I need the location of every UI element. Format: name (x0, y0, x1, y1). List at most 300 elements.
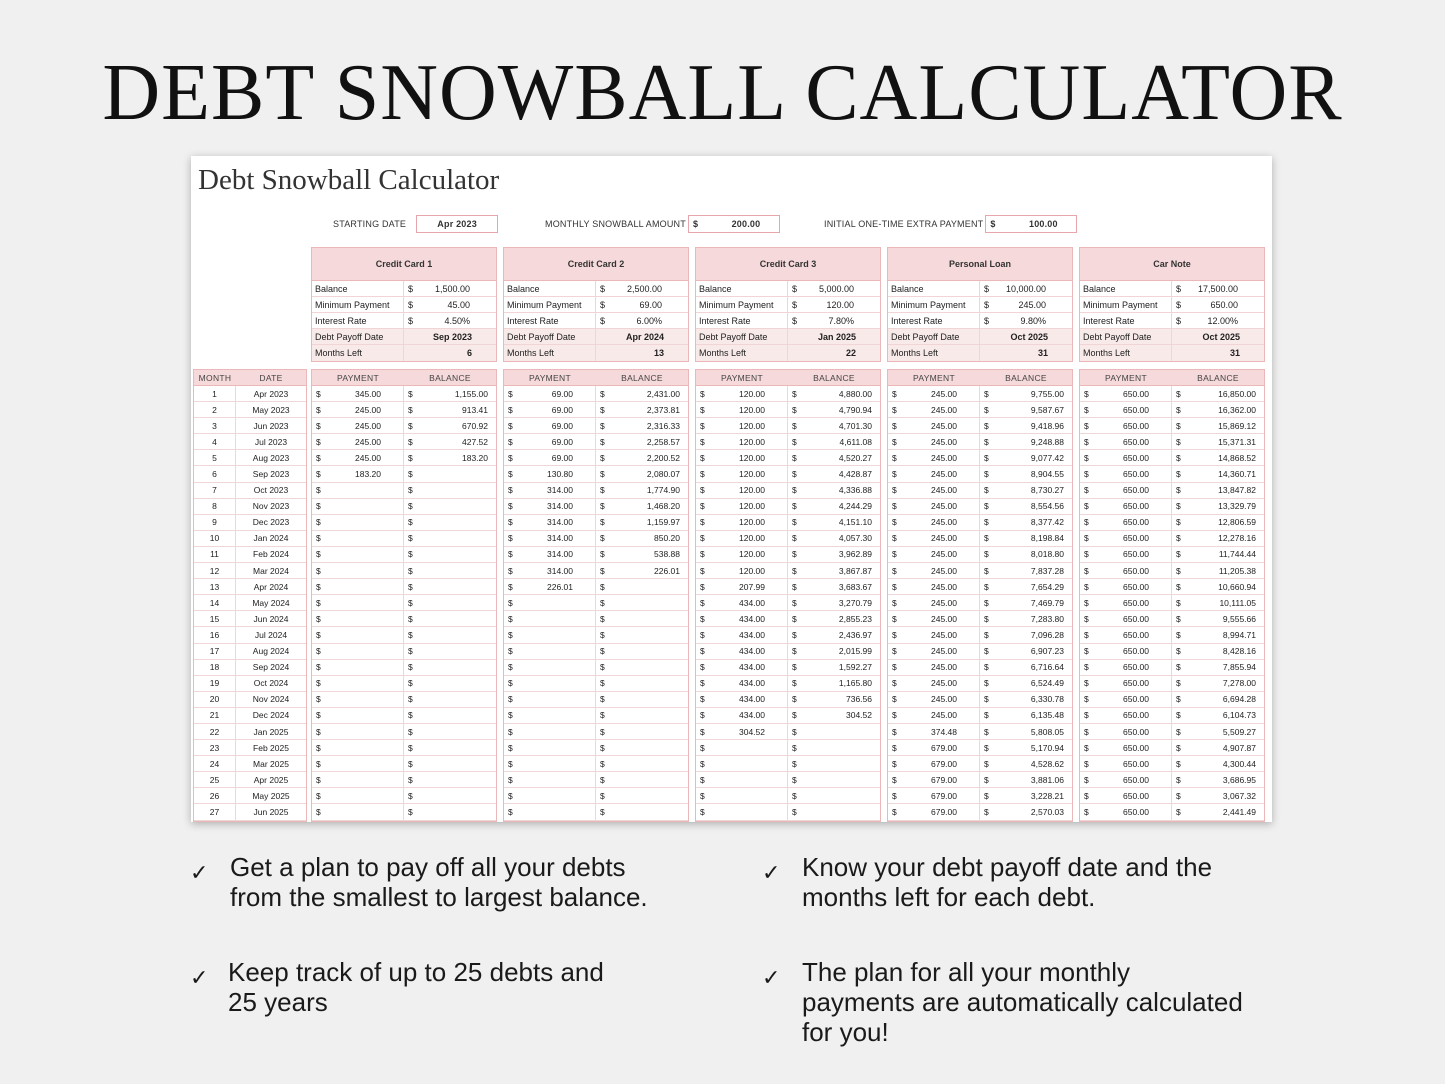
balance-cell (788, 386, 880, 401)
payment-value: 650.00 (1123, 629, 1149, 640)
currency-symbol: $ (316, 404, 321, 415)
month-date: Aug 2024 (252, 646, 290, 657)
payment-cell (504, 418, 596, 433)
month-number: 24 (194, 756, 236, 771)
month-row (194, 402, 306, 418)
payment-value: 314.00 (547, 533, 573, 544)
month-number: 9 (194, 515, 236, 530)
balance-value: 5,509.27 (1222, 726, 1256, 737)
summary-label: Months Left (312, 345, 404, 361)
payment-cell (504, 483, 596, 498)
currency-symbol: $ (1084, 613, 1089, 624)
balance-cell (1172, 660, 1264, 675)
currency-symbol: $ (700, 436, 705, 447)
balance-cell (980, 418, 1072, 433)
month-date: Apr 2024 (253, 581, 289, 592)
currency-symbol: $ (984, 565, 989, 576)
payment-cell (312, 386, 404, 401)
payment-schedule-table (1079, 369, 1265, 822)
balance-value: 10,660.94 (1218, 581, 1256, 592)
currency-symbol: $ (408, 597, 413, 608)
balance-cell (596, 756, 688, 771)
currency-symbol: $ (792, 452, 797, 463)
schedule-row (1080, 483, 1264, 499)
payment-value: 245.00 (931, 613, 957, 624)
payment-cell (312, 627, 404, 642)
balance-cell (404, 450, 496, 465)
debt-name: Personal Loan (888, 248, 1072, 281)
balance-value: 7,283.80 (1030, 613, 1064, 624)
schedule-header (696, 370, 880, 386)
balance-value: 6,135.48 (1030, 710, 1064, 721)
currency-symbol: $ (600, 710, 605, 721)
balance-cell (596, 788, 688, 803)
payment-value: 245.00 (931, 388, 957, 399)
schedule-row (1080, 804, 1264, 820)
summary-row-interest (312, 313, 496, 329)
payment-cell (504, 644, 596, 659)
schedule-row (888, 595, 1072, 611)
currency-symbol: $ (1176, 662, 1181, 673)
feature-track-debts (190, 957, 604, 1017)
currency-symbol: $ (508, 742, 513, 753)
payment-cell (696, 402, 788, 417)
currency-symbol: $ (984, 517, 989, 528)
summary-value: 6.00% (636, 315, 662, 326)
month-row (194, 692, 306, 708)
currency-symbol: $ (600, 315, 606, 326)
payment-cell (888, 756, 980, 771)
balance-value: 10,111.05 (1219, 597, 1256, 608)
currency-symbol: $ (892, 485, 897, 496)
currency-symbol: $ (408, 549, 413, 560)
balance-cell (404, 724, 496, 739)
schedule-row (312, 788, 496, 804)
currency-symbol: $ (1176, 646, 1181, 657)
summary-label: Minimum Payment (504, 297, 596, 312)
balance-cell (596, 595, 688, 610)
balance-value: 2,855.23 (838, 613, 872, 624)
schedule-row (312, 386, 496, 402)
payment-cell (888, 531, 980, 546)
currency-symbol: $ (792, 629, 797, 640)
month-date: Jun 2025 (253, 806, 289, 817)
month-date: May 2025 (252, 790, 290, 801)
payment-value: 650.00 (1123, 646, 1149, 657)
debt-name: Credit Card 1 (312, 248, 496, 281)
payment-cell (888, 579, 980, 594)
balance-header: BALANCE (1197, 372, 1239, 383)
schedule-row (504, 708, 688, 724)
payment-value: 650.00 (1123, 565, 1149, 576)
currency-symbol: $ (1176, 404, 1181, 415)
currency-symbol: $ (1084, 420, 1089, 431)
payment-value: 245.00 (931, 452, 957, 463)
payment-value: 679.00 (931, 790, 957, 801)
balance-cell (788, 676, 880, 691)
currency-symbol: $ (508, 662, 513, 673)
payment-cell (312, 450, 404, 465)
balance-cell (404, 418, 496, 433)
balance-cell (596, 676, 688, 691)
month-row (194, 772, 306, 788)
month-date: Mar 2024 (253, 565, 289, 576)
payment-value: 434.00 (739, 629, 765, 640)
payment-cell (312, 740, 404, 755)
payment-cell (504, 563, 596, 578)
balance-cell (1172, 692, 1264, 707)
payment-cell (504, 627, 596, 642)
balance-cell (404, 386, 496, 401)
currency-symbol: $ (508, 469, 513, 480)
month-row (194, 756, 306, 772)
schedule-row (312, 660, 496, 676)
month-number: 13 (194, 579, 236, 594)
balance-cell (980, 708, 1072, 723)
balance-value: 427.52 (462, 436, 488, 447)
currency-symbol: $ (600, 533, 605, 544)
balance-cell (788, 418, 880, 433)
month-date: Jul 2024 (254, 629, 288, 640)
currency-symbol: $ (892, 710, 897, 721)
currency-symbol: $ (700, 533, 705, 544)
currency-symbol: $ (1084, 662, 1089, 673)
balance-cell (404, 788, 496, 803)
schedule-row (1080, 772, 1264, 788)
payment-value: 345.00 (355, 388, 381, 399)
month-number: 1 (194, 386, 236, 401)
payment-value: 120.00 (739, 533, 765, 544)
currency-symbol: $ (1084, 758, 1089, 769)
schedule-row (312, 708, 496, 724)
payment-cell (312, 579, 404, 594)
balance-value: 11,205.38 (1218, 565, 1256, 576)
schedule-row (888, 434, 1072, 450)
schedule-row (696, 627, 880, 643)
month-date: Jun 2024 (253, 613, 289, 624)
extra-payment-currency: $ (990, 219, 996, 229)
balance-cell (1172, 676, 1264, 691)
currency-symbol: $ (316, 388, 321, 399)
summary-row-interest (504, 313, 688, 329)
currency-symbol: $ (600, 613, 605, 624)
payment-value: 314.00 (547, 517, 573, 528)
snowball-label: MONTHLY SNOWBALL AMOUNT (545, 219, 686, 229)
currency-symbol: $ (792, 420, 797, 431)
balance-cell (788, 483, 880, 498)
schedule-row (696, 708, 880, 724)
schedule-row (312, 627, 496, 643)
currency-symbol: $ (700, 404, 705, 415)
balance-cell (404, 547, 496, 562)
currency-symbol: $ (1176, 581, 1181, 592)
balance-value: 850.20 (654, 533, 680, 544)
schedule-row (504, 660, 688, 676)
payment-value: 226.01 (547, 581, 573, 592)
month-number: 21 (194, 708, 236, 723)
payment-cell (888, 740, 980, 755)
balance-value: 3,962.89 (838, 549, 872, 560)
schedule-row (1080, 402, 1264, 418)
debt-name: Credit Card 2 (504, 248, 688, 281)
currency-symbol: $ (1176, 806, 1181, 817)
payment-cell (504, 386, 596, 401)
currency-symbol: $ (600, 726, 605, 737)
payment-cell (504, 676, 596, 691)
currency-symbol: $ (792, 662, 797, 673)
balance-cell (980, 386, 1072, 401)
payment-cell (504, 660, 596, 675)
currency-symbol: $ (1084, 790, 1089, 801)
schedule-row (888, 692, 1072, 708)
extra-payment-input[interactable] (985, 215, 1077, 233)
currency-symbol: $ (700, 452, 705, 463)
payment-value: 650.00 (1123, 806, 1149, 817)
currency-symbol: $ (600, 501, 605, 512)
balance-header: BALANCE (813, 372, 855, 383)
currency-symbol: $ (508, 404, 513, 415)
schedule-row (504, 804, 688, 820)
currency-symbol: $ (984, 549, 989, 560)
payment-value: 374.48 (931, 726, 957, 737)
balance-value: 11,744.44 (1218, 549, 1256, 560)
currency-symbol: $ (508, 613, 513, 624)
currency-symbol: $ (984, 404, 989, 415)
balance-cell (596, 499, 688, 514)
currency-symbol: $ (1084, 404, 1089, 415)
currency-symbol: $ (1084, 517, 1089, 528)
currency-symbol: $ (1084, 726, 1089, 737)
payment-cell (504, 595, 596, 610)
summary-label: Interest Rate (504, 313, 596, 328)
payment-cell (696, 772, 788, 787)
balance-cell (980, 724, 1072, 739)
schedule-row (696, 450, 880, 466)
schedule-row (504, 627, 688, 643)
payment-cell (696, 676, 788, 691)
payment-value: 245.00 (931, 501, 957, 512)
currency-symbol: $ (892, 629, 897, 640)
payment-cell (312, 788, 404, 803)
balance-cell (404, 434, 496, 449)
month-number: 3 (194, 418, 236, 433)
currency-symbol: $ (316, 485, 321, 496)
summary-value: Oct 2025 (1010, 331, 1048, 342)
month-date: Sep 2023 (252, 469, 290, 480)
schedule-row (696, 386, 880, 402)
balance-cell (980, 499, 1072, 514)
balance-cell (980, 563, 1072, 578)
payment-value: 650.00 (1123, 469, 1149, 480)
schedule-row (312, 466, 496, 482)
currency-symbol: $ (792, 469, 797, 480)
currency-symbol: $ (1084, 469, 1089, 480)
payment-cell (1080, 386, 1172, 401)
starting-date-input[interactable] (416, 215, 498, 233)
payment-value: 434.00 (739, 678, 765, 689)
month-number: 5 (194, 450, 236, 465)
payment-cell (504, 402, 596, 417)
currency-symbol: $ (1084, 806, 1089, 817)
summary-label: Interest Rate (1080, 313, 1172, 328)
currency-symbol: $ (408, 469, 413, 480)
currency-symbol: $ (984, 299, 990, 310)
payment-cell (1080, 579, 1172, 594)
summary-row-months-left (888, 345, 1072, 361)
feature-text-line: from the smallest to largest balance. (230, 882, 648, 912)
balance-cell (596, 515, 688, 530)
balance-cell (788, 515, 880, 530)
currency-symbol: $ (316, 436, 321, 447)
payment-cell (1080, 611, 1172, 626)
currency-symbol: $ (408, 726, 413, 737)
currency-symbol: $ (408, 694, 413, 705)
payment-cell (696, 611, 788, 626)
schedule-row (312, 644, 496, 660)
currency-symbol: $ (316, 758, 321, 769)
balance-cell (1172, 611, 1264, 626)
payment-value: 650.00 (1123, 597, 1149, 608)
balance-cell (980, 740, 1072, 755)
balance-cell (980, 579, 1072, 594)
schedule-row (504, 450, 688, 466)
currency-symbol: $ (984, 501, 989, 512)
currency-symbol: $ (1176, 436, 1181, 447)
balance-value: 9,755.00 (1030, 388, 1064, 399)
currency-symbol: $ (984, 758, 989, 769)
summary-label: Debt Payoff Date (504, 329, 596, 344)
month-row (194, 788, 306, 804)
balance-value: 13,847.82 (1218, 485, 1256, 496)
balance-value: 16,362.00 (1218, 404, 1256, 415)
summary-label: Minimum Payment (888, 297, 980, 312)
balance-cell (596, 708, 688, 723)
currency-symbol: $ (408, 710, 413, 721)
payment-cell (312, 418, 404, 433)
schedule-row (888, 708, 1072, 724)
payment-value: 434.00 (739, 613, 765, 624)
schedule-row (1080, 531, 1264, 547)
currency-symbol: $ (792, 299, 798, 310)
month-row (194, 418, 306, 434)
balance-value: 15,371.31 (1218, 436, 1256, 447)
payment-value: 245.00 (931, 420, 957, 431)
balance-cell (788, 804, 880, 819)
balance-cell (1172, 434, 1264, 449)
currency-symbol: $ (600, 742, 605, 753)
currency-symbol: $ (984, 469, 989, 480)
feature-text-line: The plan for all your monthly (802, 957, 1131, 987)
balance-cell (788, 756, 880, 771)
currency-symbol: $ (984, 629, 989, 640)
schedule-row (1080, 515, 1264, 531)
payment-value: 650.00 (1123, 501, 1149, 512)
schedule-row (888, 644, 1072, 660)
balance-value: 6,330.78 (1030, 694, 1064, 705)
currency-symbol: $ (1084, 629, 1089, 640)
payment-cell (888, 708, 980, 723)
balance-cell (596, 386, 688, 401)
payment-value: 434.00 (739, 694, 765, 705)
payment-cell (888, 676, 980, 691)
balance-value: 14,868.52 (1218, 452, 1256, 463)
schedule-row (504, 434, 688, 450)
payment-cell (504, 466, 596, 481)
schedule-row (696, 531, 880, 547)
schedule-row (888, 804, 1072, 820)
feature-text-line: for you! (802, 1017, 889, 1047)
balance-cell (596, 772, 688, 787)
summary-value: 17,500.00 (1197, 283, 1238, 294)
schedule-row (888, 499, 1072, 515)
schedule-row (504, 547, 688, 563)
balance-cell (596, 579, 688, 594)
schedule-row (888, 660, 1072, 676)
schedule-row (888, 483, 1072, 499)
schedule-row (696, 418, 880, 434)
balance-cell (1172, 466, 1264, 481)
payment-cell (696, 804, 788, 819)
currency-symbol: $ (700, 549, 705, 560)
balance-cell (596, 434, 688, 449)
schedule-row (1080, 724, 1264, 740)
currency-symbol: $ (892, 404, 897, 415)
payment-cell (696, 418, 788, 433)
snowball-input[interactable] (688, 215, 780, 233)
payment-cell (312, 595, 404, 610)
currency-symbol: $ (984, 436, 989, 447)
summary-row-interest (1080, 313, 1264, 329)
starting-date-value: Apr 2023 (437, 219, 477, 229)
month-row (194, 386, 306, 402)
month-date: Nov 2024 (252, 694, 290, 705)
balance-cell (980, 772, 1072, 787)
summary-row-min-payment (696, 297, 880, 313)
currency-symbol: $ (984, 790, 989, 801)
schedule-row (1080, 547, 1264, 563)
summary-value: 120.00 (826, 299, 854, 310)
currency-symbol: $ (316, 694, 321, 705)
payment-cell (504, 531, 596, 546)
schedule-row (504, 579, 688, 595)
payment-value: 434.00 (739, 710, 765, 721)
payment-value: 434.00 (739, 646, 765, 657)
balance-cell (404, 483, 496, 498)
currency-symbol: $ (316, 597, 321, 608)
payment-cell (504, 756, 596, 771)
payment-cell (312, 708, 404, 723)
currency-symbol: $ (1084, 565, 1089, 576)
currency-symbol: $ (600, 694, 605, 705)
currency-symbol: $ (408, 646, 413, 657)
month-date: Aug 2023 (252, 452, 290, 463)
currency-symbol: $ (792, 565, 797, 576)
summary-label: Interest Rate (312, 313, 404, 328)
balance-cell (1172, 708, 1264, 723)
balance-value: 5,170.94 (1030, 742, 1064, 753)
schedule-row (696, 547, 880, 563)
currency-symbol: $ (408, 774, 413, 785)
payment-cell (888, 450, 980, 465)
balance-value: 4,520.27 (838, 452, 872, 463)
payment-cell (696, 483, 788, 498)
summary-label: Balance (696, 281, 788, 296)
currency-symbol: $ (600, 299, 606, 310)
schedule-row (1080, 676, 1264, 692)
currency-symbol: $ (508, 501, 513, 512)
payment-cell (312, 483, 404, 498)
payment-cell (1080, 644, 1172, 659)
